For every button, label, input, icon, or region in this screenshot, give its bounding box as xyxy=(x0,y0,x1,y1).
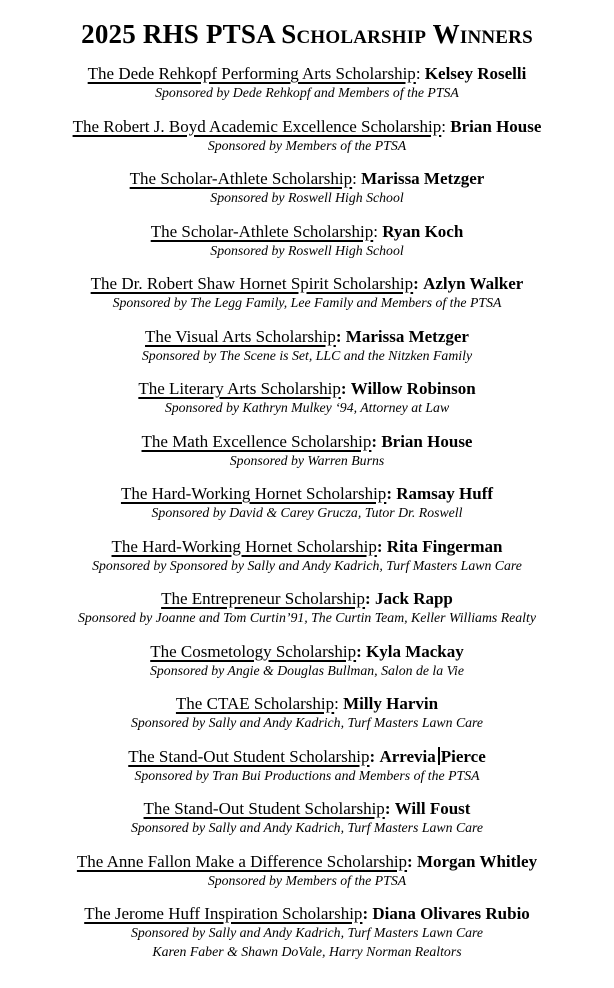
colon-separator: : xyxy=(373,221,378,241)
colon-separator: : xyxy=(441,116,447,136)
sponsor-lines xyxy=(10,242,604,261)
scholarship-heading xyxy=(10,852,604,872)
sponsor-lines xyxy=(10,452,604,471)
scholarship-heading xyxy=(10,642,604,662)
scholarship-heading xyxy=(10,117,604,137)
scholarship-heading xyxy=(10,169,604,189)
winner-name: Kelsey Roselli xyxy=(424,64,527,83)
scholarship-heading xyxy=(10,222,604,242)
winner-name: Ramsay Huff xyxy=(396,484,494,503)
colon-separator: : xyxy=(376,536,383,556)
winner-name: Kyla Mackay xyxy=(366,641,464,661)
scholarship-entry xyxy=(10,537,604,576)
scholarship-name: The Scholar-Athlete Scholarship xyxy=(150,221,374,241)
winner-name: Morgan Whitley xyxy=(416,851,538,871)
winner-name-after-cursor: Pierce xyxy=(440,746,486,766)
winner-name: Brian House xyxy=(381,431,473,451)
sponsor-lines xyxy=(10,137,604,156)
scholarship-heading xyxy=(10,537,604,557)
scholarship-entry xyxy=(10,799,604,838)
colon-separator: : xyxy=(365,589,371,608)
scholarship-entry xyxy=(10,589,604,628)
sponsor-line: Sponsored by The Legg Family, Lee Family and Members of the PTSA xyxy=(112,295,502,310)
scholarship-heading xyxy=(10,327,604,347)
scholarship-entry xyxy=(10,432,604,471)
colon-separator: : xyxy=(340,379,347,398)
sponsor-line: Sponsored by Tran Bui Productions and Members of the PTSA xyxy=(134,767,480,783)
winner-name: Willow Robinson xyxy=(350,379,476,398)
sponsor-line: Karen Faber & Shawn DoVale, Harry Norman Realtors xyxy=(152,943,462,959)
colon-separator: : xyxy=(386,484,392,503)
scholarship-name: The Robert J. Boyd Academic Excellence Scholarship xyxy=(72,116,442,136)
scholarship-entry xyxy=(10,117,604,156)
colon-separator: : xyxy=(413,274,419,293)
sponsor-line: Sponsored by Members of the PTSA xyxy=(207,872,407,888)
scholarship-heading xyxy=(10,799,604,819)
text-cursor xyxy=(438,747,440,765)
winner-name: Marissa Metzger xyxy=(361,169,485,188)
sponsor-line: Sponsored by Sponsored by Sally and Andy Kadrich, Turf Masters Lawn Care xyxy=(92,557,522,573)
sponsor-line: Sponsored by Members of the PTSA xyxy=(207,137,407,153)
sponsor-lines xyxy=(10,662,604,681)
scholarship-entry xyxy=(10,642,604,681)
sponsor-line: Sponsored by Roswell High School xyxy=(210,190,404,205)
sponsor-line: Sponsored by The Scene is Set, LLC and the Nitzken Family xyxy=(141,347,473,363)
colon-separator: : xyxy=(384,799,391,818)
scholarship-heading xyxy=(10,589,604,609)
scholarship-heading xyxy=(10,64,604,84)
scholarship-entry xyxy=(10,379,604,418)
scholarship-entry xyxy=(10,484,604,523)
scholarship-name: The Stand-Out Student Scholarship xyxy=(128,746,370,766)
sponsor-lines xyxy=(10,504,604,523)
scholarship-name: The Literary Arts Scholarship xyxy=(138,379,341,398)
winner-name: Marissa Metzger xyxy=(345,326,469,346)
sponsor-lines xyxy=(10,609,604,628)
scholarship-name: The Stand-Out Student Scholarship xyxy=(143,799,385,818)
sponsor-line: Sponsored by Sally and Andy Kadrich, Turf Masters Lawn Care xyxy=(130,715,484,730)
colon-separator: : xyxy=(352,169,357,188)
scholarship-name: The Jerome Huff Inspiration Scholarship xyxy=(84,904,363,923)
sponsor-lines xyxy=(10,714,604,733)
colon-separator: : xyxy=(407,851,413,871)
scholarship-heading xyxy=(10,432,604,452)
sponsor-lines xyxy=(10,84,604,103)
scholarship-entry xyxy=(10,274,604,313)
winner-name: Arrevia xyxy=(379,746,436,766)
page-title: 2025 RHS PTSA Scholarship Winners xyxy=(81,19,533,49)
scholarship-entry xyxy=(10,694,604,733)
sponsor-line: Sponsored by Joanne and Tom Curtin’91, The Curtin Team, Keller Williams Realty xyxy=(78,610,536,625)
winner-name: Azlyn Walker xyxy=(423,274,524,293)
scholarship-name: The Scholar-Athlete Scholarship xyxy=(129,169,353,188)
scholarship-entry xyxy=(10,852,604,891)
sponsor-lines xyxy=(10,294,604,313)
sponsor-line: Sponsored by Angie & Douglas Bullman, Salon de la Vie xyxy=(150,662,464,678)
colon-separator: : xyxy=(335,326,342,346)
winner-name: Brian House xyxy=(450,116,542,136)
scholarship-name: The Cosmetology Scholarship xyxy=(150,641,357,661)
sponsor-lines xyxy=(10,557,604,576)
winner-name: Ryan Koch xyxy=(382,221,464,241)
scholarship-name: The Hard-Working Hornet Scholarship xyxy=(120,484,387,503)
scholarship-heading xyxy=(10,904,604,924)
sponsor-lines xyxy=(10,189,604,208)
sponsor-line: Sponsored by Dede Rehkopf and Members of the PTSA xyxy=(155,85,459,100)
sponsor-line: Sponsored by David & Carey Grucza, Tutor Dr. Roswell xyxy=(151,505,463,520)
sponsor-line: Sponsored by Sally and Andy Kadrich, Turf Masters Lawn Care xyxy=(130,925,484,940)
scholarship-name: The Math Excellence Scholarship xyxy=(141,431,372,451)
sponsor-line: Sponsored by Roswell High School xyxy=(210,242,404,258)
sponsor-line: Sponsored by Sally and Andy Kadrich, Turf Masters Lawn Care xyxy=(130,820,484,835)
scholarship-name: The Hard-Working Hornet Scholarship xyxy=(111,536,377,556)
sponsor-line: Sponsored by Warren Burns xyxy=(229,452,385,468)
scholarship-list xyxy=(10,64,604,961)
colon-separator: : xyxy=(334,694,339,713)
winner-name: Milly Harvin xyxy=(343,694,439,713)
scholarship-name: The Visual Arts Scholarship xyxy=(145,326,336,346)
sponsor-line: Sponsored by Kathryn Mulkey ‘94, Attorney at Law xyxy=(164,400,450,415)
sponsor-lines xyxy=(10,767,604,786)
winner-name: Jack Rapp xyxy=(374,589,453,608)
winner-name: Rita Fingerman xyxy=(386,536,503,556)
winner-name: Diana Olivares Rubio xyxy=(372,904,530,923)
sponsor-lines xyxy=(10,819,604,838)
scholarship-entry xyxy=(10,747,604,786)
scholarship-entry xyxy=(10,222,604,261)
scholarship-name: The Anne Fallon Make a Difference Scholarship xyxy=(76,851,408,871)
scholarship-name: The Entrepreneur Scholarship xyxy=(161,589,366,608)
sponsor-lines xyxy=(10,872,604,891)
sponsor-lines xyxy=(10,399,604,418)
scholarship-heading xyxy=(10,274,604,294)
scholarship-entry xyxy=(10,904,604,961)
scholarship-heading xyxy=(10,747,604,767)
winner-name: Will Foust xyxy=(394,799,471,818)
colon-separator: : xyxy=(415,64,421,83)
scholarship-entry xyxy=(10,327,604,366)
sponsor-lines xyxy=(10,924,604,961)
colon-separator: : xyxy=(369,746,376,766)
colon-separator: : xyxy=(362,904,369,923)
scholarship-name: The CTAE Scholarship xyxy=(175,694,335,713)
scholarship-name: The Dede Rehkopf Performing Arts Scholarship xyxy=(87,64,416,83)
colon-separator: : xyxy=(371,431,378,451)
sponsor-lines xyxy=(10,347,604,366)
scholarship-heading xyxy=(10,379,604,399)
scholarship-entry xyxy=(10,64,604,103)
scholarship-name: The Dr. Robert Shaw Hornet Spirit Scholarship xyxy=(90,274,414,293)
colon-separator: : xyxy=(356,641,362,661)
scholarship-heading xyxy=(10,694,604,714)
scholarship-entry xyxy=(10,169,604,208)
scholarship-heading xyxy=(10,484,604,504)
